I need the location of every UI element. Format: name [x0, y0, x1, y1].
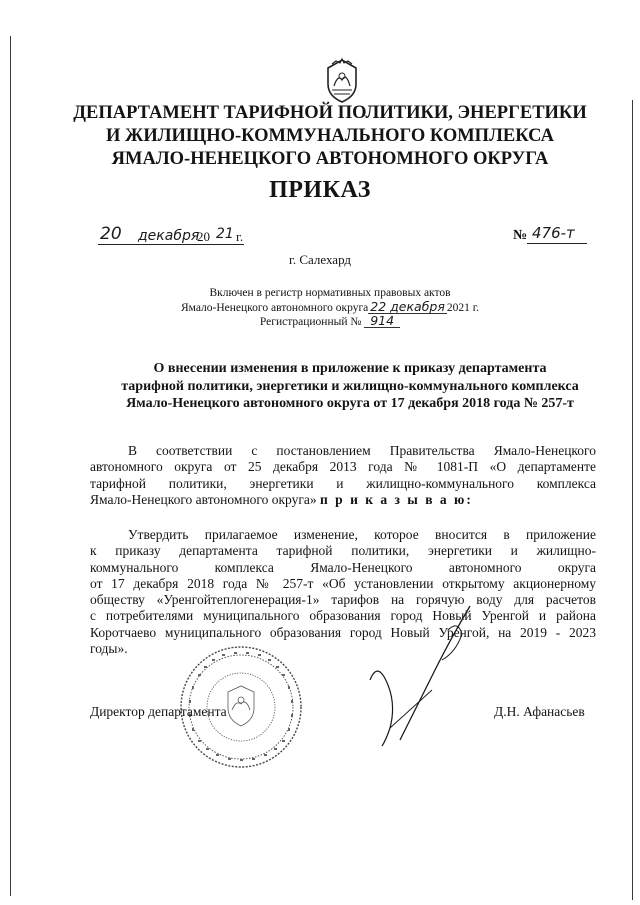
registry-line-2-suffix: 2021 г. [446, 301, 480, 314]
registry-date: 22 декабря [370, 298, 445, 314]
paragraph-2-line-2: к приказу департамента тарифной политики, энергетики и жилищно- [90, 543, 596, 559]
paragraph-2-line-4: от 17 декабря 2018 года № 257-т «Об установлении открытому акционерному [90, 575, 596, 591]
registry-line-2-prefix: Ямало-Ненецкого автономного округа [180, 301, 369, 314]
registry-number-label: Регистрационный № [259, 316, 362, 328]
signatory-position: Директор департамента [90, 704, 227, 719]
registry-block [150, 286, 510, 330]
department-line-3: ЯМАЛО-НЕНЕЦКОГО АВТОНОМНОГО ОКРУГА [111, 149, 549, 169]
date-day: 20 [100, 224, 122, 244]
department-title [60, 102, 600, 171]
paragraph-1-last-text: Ямало-Ненецкого автономного округа» [90, 491, 317, 507]
paragraph-2-line-1-text: Утвердить прилагаемое изменение, которое вносится в приложение [128, 527, 596, 542]
paragraph-1-line-3: тарифной политики, энергетики и жилищно-коммунального комплекса [90, 475, 596, 491]
paragraph-1-line-1 [90, 443, 596, 459]
paragraph-1-line-1-text: В соответствии с постановлением Правительства Ямало-Ненецкого [128, 443, 596, 458]
paragraph-2-line-5: обществу «Уренгойтеплогенерация-1» тарифов на горячую воду для расчетов [90, 592, 596, 608]
registry-line-1: Включен в регистр нормативных правовых актов [209, 287, 451, 299]
city: г. Салехард [288, 252, 352, 267]
department-line-1: ДЕПАРТАМЕНТ ТАРИФНОЙ ПОЛИТИКИ, ЭНЕРГЕТИКИ [73, 103, 587, 123]
paragraph-basis [90, 443, 596, 508]
registry-line-2 [150, 298, 510, 316]
paragraph-2-line-6: с потребителями муниципального образования город Новый Уренгой и района [90, 608, 596, 624]
subject-line-3: Ямало-Ненецкого автономного округа от 17 декабря 2018 года № 257-т [126, 396, 574, 411]
date-year-suffix: 21 [216, 226, 234, 242]
paragraph-2-line-1 [90, 527, 596, 543]
registry-number: 914 [364, 315, 400, 328]
date-month: декабря [138, 228, 200, 244]
page-edge-left [10, 36, 11, 896]
command-word: п р и к а з ы в а ю: [320, 491, 473, 507]
date-suffix: г. [236, 229, 244, 244]
coat-of-arms-icon [318, 56, 366, 104]
subject-line-1: О внесении изменения в приложение к приказу департамента [153, 361, 547, 376]
order-number-underline [527, 243, 587, 244]
signatory-name: Д.Н. Афанасьев [494, 704, 585, 719]
order-number-value: 476-т [532, 224, 575, 242]
paragraph-2-line-7: Коротчаево муниципального образования город Новый Уренгой, на 2019 - 2023 [90, 624, 596, 640]
order-number-label: № [513, 228, 528, 243]
date-year-prefix: 20 [197, 229, 210, 244]
order-subject [60, 360, 640, 413]
page-edge-right [632, 100, 633, 900]
department-line-2: И ЖИЛИЩНО-КОММУНАЛЬНОГО КОМПЛЕКСА [106, 126, 554, 146]
document-type-title: ПРИКАЗ [269, 177, 371, 203]
date-underline [98, 244, 244, 245]
paragraph-1-line-2: автономного округа от 25 декабря 2013 года № 1081-П «О департаменте [90, 459, 596, 475]
paragraph-1-line-4 [90, 492, 596, 508]
paragraph-2-line-8: годы». [90, 641, 128, 657]
handwritten-signature-icon [330, 600, 490, 750]
registry-line-3 [150, 315, 510, 330]
paragraph-2-line-3: коммунального комплекса Ямало-Ненецкого автономного округа [90, 559, 596, 575]
subject-line-2: тарифной политики, энергетики и жилищно-коммунального комплекса [121, 378, 579, 394]
